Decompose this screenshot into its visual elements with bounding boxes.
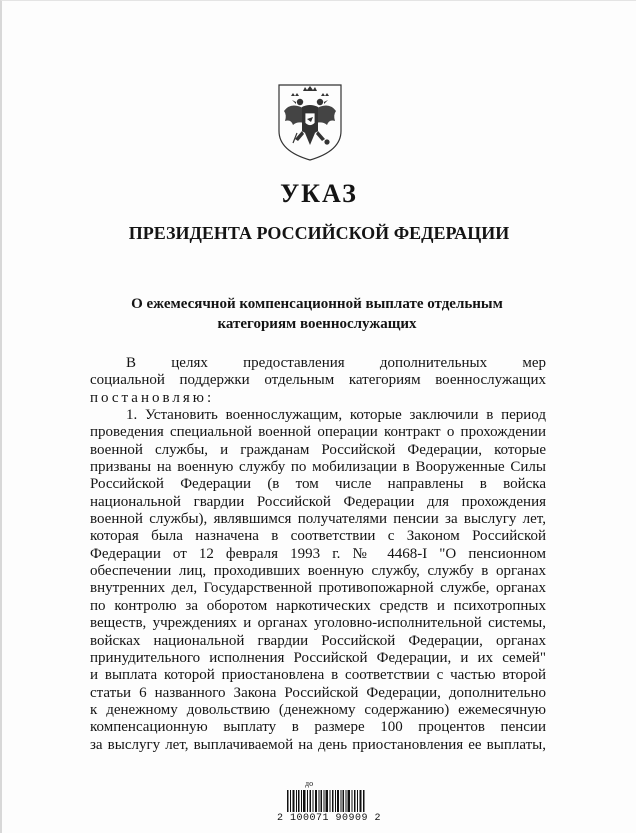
body-line: за выслугу лет, выплачиваемой на день приостановления ее выплаты,	[90, 736, 546, 753]
document-heading	[102, 294, 532, 334]
body-line: обеспечении лиц, проходивших военную службу, службу в органах	[90, 563, 546, 580]
body-line: социальной поддержки отдельным категориям военнослужащих	[90, 372, 546, 389]
body-line: проведения специальной военной операции контракт о прохождении	[90, 424, 546, 441]
body-line: статьи 6 названного Закона Российской Федерации, дополнительно	[90, 684, 546, 701]
body-line: национальной гвардии Российской Федерации для прохождения	[90, 493, 546, 510]
barcode-icon	[287, 790, 365, 812]
body-line: 1. Установить военнослужащим, которые заключили в период	[126, 407, 546, 424]
body-line: военной службы), являвшимся получателями пенсии за выслугу лет,	[90, 511, 546, 528]
body-line: веществ, учреждениях и органах уголовно-исполнительной системы,	[90, 615, 546, 632]
body-line: внутренних дел, Государственной противопожарной службе, органах	[90, 580, 546, 597]
decree-title: УКАЗ	[280, 179, 358, 208]
body-line: Российской Федерации (в том числе направлены в войска	[90, 476, 546, 493]
body-line: Федерации от 12 февраля 1993 г. № 4468-I "О пенсионном	[90, 545, 546, 562]
body-line: принудительного исполнения Российской Федерации, и их семей"	[90, 649, 546, 666]
body-line: по контролю за оборотом наркотических средств и психотропных	[90, 597, 546, 614]
document-heading-line: категориям военнослужащих	[217, 316, 417, 332]
body-line: компенсационную выплату в размере 100 процентов пенсии	[90, 719, 546, 736]
body-line: к денежному довольствию (денежному содержанию) ежемесячную	[90, 701, 546, 718]
body-line: призваны на военную службу по мобилизации в Вооруженные Силы	[90, 459, 546, 476]
footer-mark: до	[305, 779, 314, 788]
decree-subtitle: ПРЕЗИДЕНТА РОССИЙСКОЙ ФЕДЕРАЦИИ	[128, 223, 510, 243]
body-line: В целях предоставления дополнительных мер	[126, 355, 546, 371]
body-line: постановляю:	[90, 389, 215, 406]
body-line: военной службы, и гражданам Российской Федерации, которые	[90, 441, 546, 458]
russian-coat-of-arms-icon	[275, 81, 345, 163]
barcode-number: 2 100071 90909 2	[277, 813, 382, 824]
body-line: которая была назначена в соответствии с Законом Российской	[90, 528, 546, 545]
body-line: и выплата которой приостановлена в соответствии с частью второй	[90, 667, 546, 684]
document-heading-line: О ежемесячной компенсационной выплате отдельным	[131, 296, 503, 312]
body-line: войсках национальной гвардии Российской Федерации, органах	[90, 632, 546, 649]
document-body	[90, 355, 546, 754]
